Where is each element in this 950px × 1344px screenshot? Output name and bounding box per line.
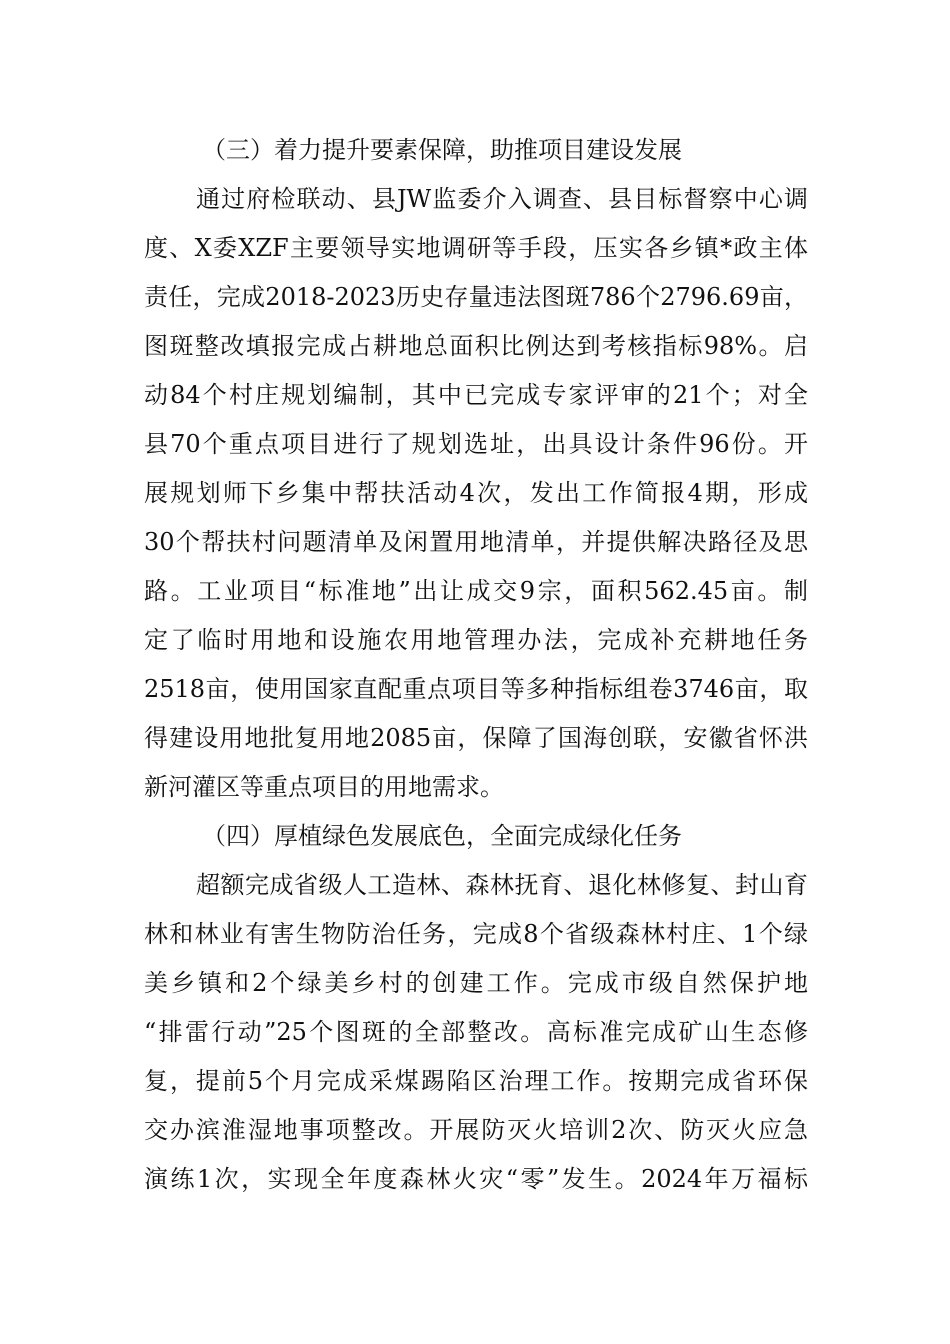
section-3-line-13: 新河灌区等重点项目的用地需求。 [144, 773, 504, 801]
section-4-line-6: 交办滨淮湿地事项整改。开展防灭火培训2次、防灭火应急 [144, 1116, 808, 1144]
section-3-line-11: 2518亩，使用国家直配重点项目等多种指标组卷3746亩，取 [144, 675, 808, 703]
section-3-line-2: 度、X委XZF主要领导实地调研等手段，压实各乡镇*政主体 [144, 234, 808, 262]
section-4-line-7: 演练1次，实现全年度森林火灾“零”发生。2024年万福标 [144, 1165, 808, 1193]
section-3-line-7: 展规划师下乡集中帮扶活动4次，发出工作简报4期，形成 [144, 479, 808, 507]
section-4-line-1: 超额完成省级人工造林、森林抚育、退化林修复、封山育 [196, 871, 808, 899]
section-3-line-5: 动84个村庄规划编制，其中已完成专家评审的21个；对全 [144, 381, 808, 409]
section-3-line-10: 定了临时用地和设施农用地管理办法，完成补充耕地任务 [144, 626, 808, 654]
section-4-line-3: 美乡镇和2个绿美乡村的创建工作。完成市级自然保护地 [144, 969, 808, 997]
section-3-line-3: 责任，完成2018-2023历史存量违法图斑786个2796.69亩， [144, 283, 808, 311]
section-4-heading: （四）厚植绿色发展底色，全面完成绿化任务 [202, 822, 682, 850]
section-4-line-2: 林和林业有害生物防治任务，完成8个省级森林村庄、1个绿 [144, 920, 808, 948]
section-3-line-12: 得建设用地批复用地2085亩，保障了国海创联，安徽省怀洪 [144, 724, 808, 752]
section-4-line-5: 复，提前5个月完成采煤踢陷区治理工作。按期完成省环保 [144, 1067, 808, 1095]
section-3-line-1: 通过府检联动、县JW监委介入调查、县目标督察中心调 [196, 185, 808, 213]
section-3-heading: （三）着力提升要素保障，助推项目建设发展 [202, 136, 682, 164]
section-3-line-4: 图斑整改填报完成占耕地总面积比例达到考核指标98%。启 [144, 332, 808, 360]
document-body [144, 126, 808, 1204]
section-4-line-4: “排雷行动”25个图斑的全部整改。高标准完成矿山生态修 [144, 1018, 808, 1046]
section-3-line-6: 县70个重点项目进行了规划选址，出具设计条件96份。开 [144, 430, 808, 458]
section-3-line-8: 30个帮扶村问题清单及闲置用地清单，并提供解决路径及思 [144, 528, 808, 556]
section-3-line-9: 路。工业项目“标准地”出让成交9宗，面积562.45亩。制 [144, 577, 808, 605]
